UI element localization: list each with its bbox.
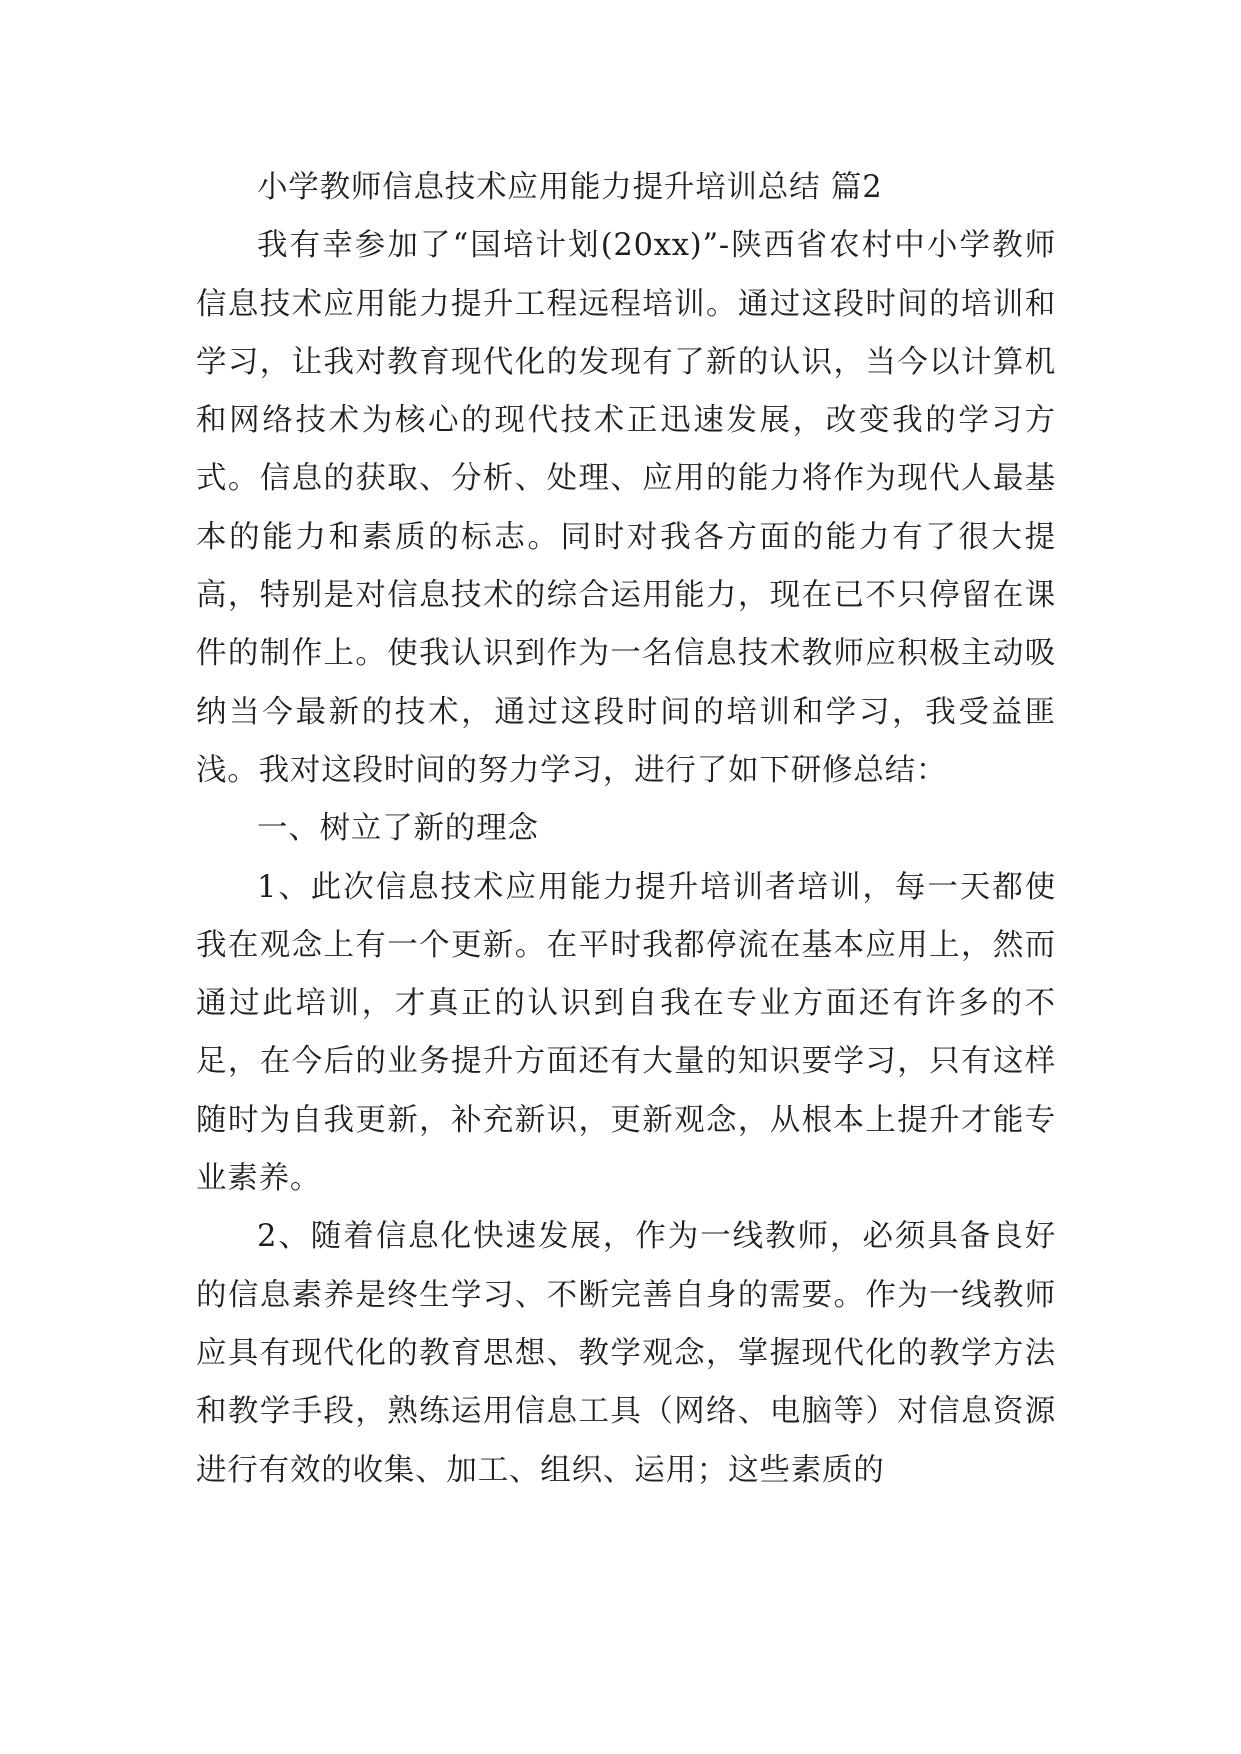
document-body (196, 159, 1056, 1500)
paragraph-point-2: 2、随着信息化快速发展，作为一线教师，必须具备良好的信息素养是终生学习、不断完善自身的需要。作为一线教师应具有现代化的教育思想、教学观念，掌握现代化的教学方法和教学手段，熟练运用信息工具（网络、电脑等）对信息资源进行有效的收集、加工、组织、运用；这些素质的 (196, 1219, 1056, 1488)
document-title: 小学教师信息技术应用能力提升培训总结 篇2 (257, 170, 883, 205)
paragraph-point-1: 1、此次信息技术应用能力提升培训者培训，每一天都使我在观念上有一个更新。在平时我都停流在基本应用上，然而通过此培训，才真正的认识到自我在专业方面还有许多的不足，在今后的业务提升方面还有大量的知识要学习，只有这样随时为自我更新，补充新识，更新观念，从根本上提升才能专业素养。 (196, 869, 1056, 1197)
paragraph-intro: 我有幸参加了“国培计划(20xx)”-陕西省农村中小学教师信息技术应用能力提升工程远程培训。通过这段时间的培训和学习，让我对教育现代化的发现有了新的认识，当今以计算机和网络技术为核心的现代技术正迅速发展，改变我的学习方式。信息的获取、分析、处理、应用的能力将作为现代人最基本的能力和素质的标志。同时对我各方面的能力有了很大提高，特别是对信息技术的综合运用能力，现在已不只停留在课件的制作上。使我认识到作为一名信息技术教师应积极主动吸纳当今最新的技术，通过这段时间的培训和学习，我受益匪浅。我对这段时间的努力学习，进行了如下研修总结： (196, 228, 1056, 788)
section-heading: 一、树立了新的理念 (257, 811, 539, 847)
